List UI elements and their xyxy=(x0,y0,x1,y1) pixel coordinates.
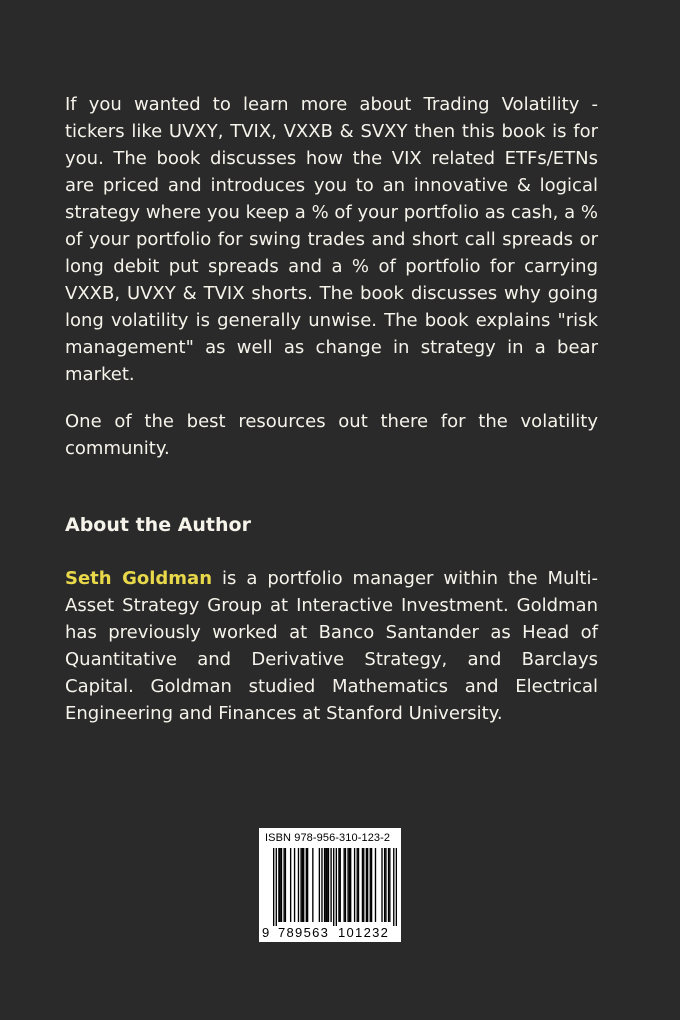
barcode-bar xyxy=(327,848,328,922)
barcode-bar xyxy=(330,848,331,922)
author-bio-text: is a portfolio manager within the Multi-Asset Strategy Group at Interactive Investment. Goldman has previously worked at Banco Santander as Head of Quantitative and Derivative Strategy, and Barclays Capital. Goldman studied Mathematics and Electrical Engineering and Finances at Stanford University. xyxy=(65,568,598,724)
barcode-bar xyxy=(367,848,368,922)
barcode-bar xyxy=(388,848,389,922)
barcode-bar xyxy=(333,848,334,926)
barcode-bar xyxy=(321,848,322,922)
barcode-bar xyxy=(303,848,304,922)
barcode-bar xyxy=(363,848,364,922)
barcode-bar xyxy=(302,848,303,922)
barcode-bar xyxy=(338,848,339,922)
barcode-bar xyxy=(389,848,390,922)
barcode-bar xyxy=(349,848,350,922)
barcode-bar xyxy=(328,848,329,922)
barcode-digits-left: 789563 xyxy=(278,925,330,940)
barcode-bar xyxy=(347,848,348,922)
barcode-bar xyxy=(375,848,376,922)
barcode-bar xyxy=(358,848,359,922)
barcode-bar xyxy=(343,848,344,922)
barcode-bar xyxy=(396,848,397,926)
barcode-bar xyxy=(281,848,282,922)
barcode-bar xyxy=(362,848,363,922)
barcode-bar xyxy=(298,848,299,922)
author-name: Seth Goldman xyxy=(65,568,213,589)
barcode-bar xyxy=(357,848,358,922)
barcode-bar xyxy=(290,848,291,922)
barcode-bar xyxy=(393,848,394,926)
about-author-heading: About the Author xyxy=(65,514,251,536)
barcode-bar xyxy=(385,848,386,922)
barcode-bar xyxy=(370,848,371,922)
barcode-bar xyxy=(354,848,355,922)
barcode-bar xyxy=(384,848,385,922)
barcode-bar xyxy=(276,848,277,926)
barcode-bar xyxy=(324,848,325,922)
isbn-label: ISBN 978-956-310-123-2 xyxy=(265,832,391,844)
barcode-bar xyxy=(283,848,284,922)
barcode-bar xyxy=(350,848,351,922)
description-paragraph-2: One of the best resources out there for the volatility community. xyxy=(65,411,598,459)
barcode-bar xyxy=(381,848,382,922)
isbn-barcode xyxy=(259,828,401,942)
barcode-digits xyxy=(262,925,400,940)
barcode-bar xyxy=(280,848,281,922)
barcode-bar xyxy=(285,848,286,922)
barcode-bar xyxy=(294,848,295,922)
barcode-bar xyxy=(345,848,346,922)
barcode-bar xyxy=(307,848,308,922)
barcode-bar xyxy=(300,848,301,922)
barcode-bar xyxy=(319,848,320,922)
barcode-bar xyxy=(312,848,313,922)
barcode-bars xyxy=(273,848,397,926)
barcode-bar xyxy=(325,848,326,922)
description-paragraph-1: If you wanted to learn more about Trading Volatility - tickers like UVXY, TVIX, VXXB & SVXY then this book is for you. The book discusses how the VIX related ETFs/ETNs are priced and introduces you to an innovative & logical strategy where you keep a % of your portfolio as cash, a % of your portfolio for swing trades and short call spreads or long debit put spreads and a % of portfolio for carrying VXXB, UVXY & TVIX shorts. The book discusses why going long volatility is generally unwise. The book explains "risk management" as well as change in strategy in a bear market. xyxy=(65,94,598,385)
barcode-bar xyxy=(306,848,307,922)
barcode-bar xyxy=(340,848,341,922)
barcode-bar xyxy=(278,848,279,922)
barcode-digit-first: 9 xyxy=(262,925,270,940)
barcode-bar xyxy=(336,848,337,926)
barcode-digits-right: 101232 xyxy=(338,925,390,940)
barcode-bar xyxy=(366,848,367,922)
barcode-bar xyxy=(273,848,274,926)
barcode-bar xyxy=(371,848,372,922)
author-bio xyxy=(65,565,598,727)
